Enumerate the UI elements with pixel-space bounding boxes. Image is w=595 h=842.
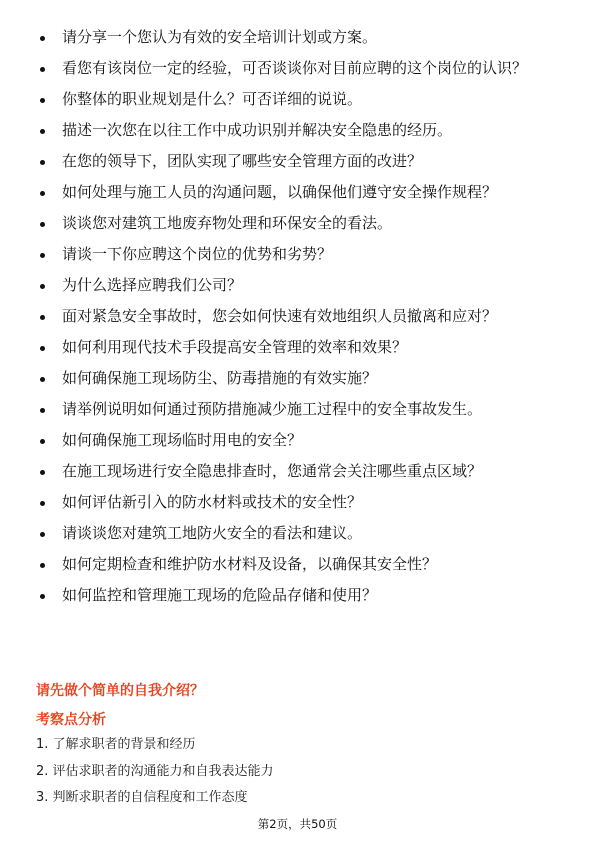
question-text: 请谈谈您对建筑工地防火安全的看法和建议。 <box>62 524 363 542</box>
question-list <box>36 26 566 615</box>
question-text: 看您有该岗位一定的经验，可否谈谈你对目前应聘的这个岗位的认识？ <box>62 59 528 77</box>
question-item <box>36 522 566 545</box>
question-item <box>36 243 566 266</box>
question-item <box>36 336 566 359</box>
question-text: 为什么选择应聘我们公司？ <box>62 276 243 294</box>
question-text: 请谈一下你应聘这个岗位的优势和劣势？ <box>62 245 333 263</box>
question-item <box>36 181 566 204</box>
bullet-icon <box>40 408 45 413</box>
analysis-point: 1. 了解求职者的背景和经历 <box>36 737 196 752</box>
bullet-icon <box>40 160 45 165</box>
question-item <box>36 26 566 49</box>
bullet-icon <box>40 439 45 444</box>
bullet-icon <box>40 315 45 320</box>
question-text: 在您的领导下，团队实现了哪些安全管理方面的改进？ <box>62 152 423 170</box>
question-text: 如何处理与施工人员的沟通问题，以确保他们遵守安全操作规程？ <box>62 183 498 201</box>
question-item <box>36 274 566 297</box>
question-text: 面对紧急安全事故时，您会如何快速有效地组织人员撤离和应对？ <box>62 307 498 325</box>
page-footer: 第2页，共50页 <box>257 817 338 831</box>
question-item <box>36 460 566 483</box>
bullet-icon <box>40 594 45 599</box>
question-text: 请举例说明如何通过预防措施减少施工过程中的安全事故发生。 <box>62 400 483 418</box>
bullet-icon <box>40 563 45 568</box>
question-item <box>36 429 566 452</box>
question-item <box>36 150 566 173</box>
bullet-icon <box>40 98 45 103</box>
bullet-icon <box>40 36 45 41</box>
question-text: 如何确保施工现场防尘、防毒措施的有效实施？ <box>62 369 378 387</box>
question-text: 谈谈您对建筑工地废弃物处理和环保安全的看法。 <box>62 214 393 232</box>
bullet-icon <box>40 377 45 382</box>
bullet-icon <box>40 67 45 72</box>
question-item <box>36 305 566 328</box>
question-text: 如何确保施工现场临时用电的安全？ <box>62 431 303 449</box>
bullet-icon <box>40 346 45 351</box>
bullet-icon <box>40 129 45 134</box>
bullet-icon <box>40 501 45 506</box>
question-text: 在施工现场进行安全隐患排查时，您通常会关注哪些重点区域？ <box>62 462 483 480</box>
question-text: 如何监控和管理施工现场的危险品存储和使用？ <box>62 586 378 604</box>
question-item <box>36 367 566 390</box>
question-text: 请分享一个您认为有效的安全培训计划或方案。 <box>62 28 378 46</box>
question-item <box>36 57 566 80</box>
question-text: 描述一次您在以往工作中成功识别并解决安全隐患的经历。 <box>62 121 453 139</box>
question-text: 如何评估新引入的防水材料或技术的安全性？ <box>62 493 363 511</box>
bullet-icon <box>40 284 45 289</box>
question-item <box>36 553 566 576</box>
question-item <box>36 212 566 235</box>
bullet-icon <box>40 222 45 227</box>
question-text: 如何利用现代技术手段提高安全管理的效率和效果？ <box>62 338 408 356</box>
bullet-icon <box>40 470 45 475</box>
bullet-icon <box>40 253 45 258</box>
question-item <box>36 88 566 111</box>
analysis-heading: 考察点分析 <box>36 712 106 728</box>
question-text: 你整体的职业规划是什么？可否详细的说说。 <box>62 90 363 108</box>
question-item <box>36 119 566 142</box>
analysis-point-list <box>36 737 274 817</box>
bullet-icon <box>40 191 45 196</box>
question-text: 如何定期检查和维护防水材料及设备，以确保其安全性？ <box>62 555 438 573</box>
bullet-icon <box>40 532 45 537</box>
analysis-point: 3. 判断求职者的自信程度和工作态度 <box>36 790 248 805</box>
question-item <box>36 584 566 607</box>
analysis-point: 2. 评估求职者的沟通能力和自我表达能力 <box>36 763 274 779</box>
intro-question-heading: 请先做个简单的自我介绍？ <box>36 683 204 699</box>
question-item <box>36 491 566 514</box>
question-item <box>36 398 566 421</box>
